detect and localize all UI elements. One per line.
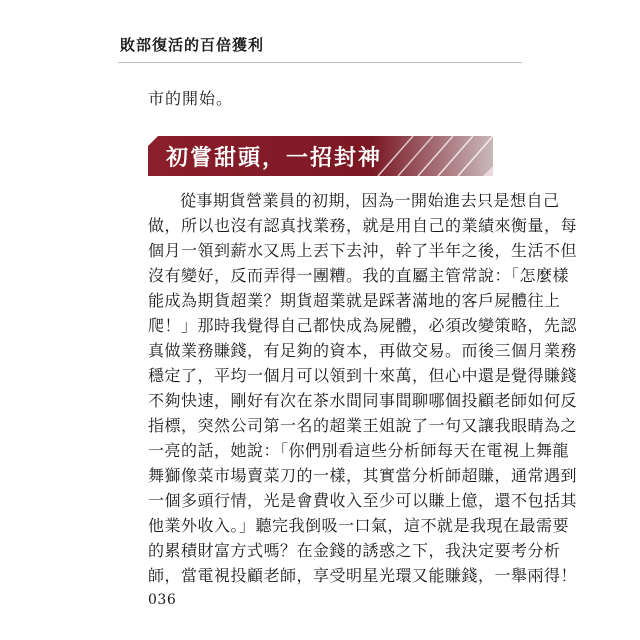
- text-line: 能成為期貨超業？期貨超業就是踩著滿地的客戶屍體往上: [148, 291, 561, 310]
- text-line: 一亮的話，她說：「你們別看這些分析師每天在電視上舞龍: [148, 441, 570, 460]
- text-line: 沒有變好，反而弄得一團糟。我的直屬主管常說：「怎麼樣: [148, 266, 570, 285]
- body-text: [148, 188, 578, 588]
- text-line: 真做業務賺錢，有足夠的資本，再做交易。而後三個月業務: [148, 341, 578, 360]
- header-divider: [118, 62, 522, 63]
- text-line: 師，當電視投顧老師，享受明星光環又能賺錢，一舉兩得！: [148, 566, 578, 585]
- text-line: 一個多頭行情，光是會費收入至少可以賺上億，還不包括其: [148, 491, 578, 510]
- section-banner: [148, 136, 493, 176]
- lead-text: 市的開始。: [148, 89, 234, 108]
- text-line: 不夠快速，剛好有次在茶水間同事間聊哪個投顧老師如何反: [148, 391, 578, 410]
- text-line: 穩定了，平均一個月可以領到十來萬，但心中還是覺得賺錢: [148, 366, 578, 385]
- text-line: 指標，突然公司第一名的超業王姐說了一句又讓我眼睛為之: [148, 416, 578, 435]
- text-line: 從事期貨營業員的初期，因為一開始進去只是想自己: [180, 191, 560, 210]
- page-number: 036: [148, 592, 177, 608]
- text-line: 的累積財富方式嗎？在金錢的誘惑之下，我決定要考分析: [148, 541, 561, 560]
- text-line: 個月一領到薪水又馬上丟下去沖，幹了半年之後，生活不但: [148, 241, 578, 260]
- text-line: 他業外收入。」聽完我倒吸一口氣，這不就是我現在最需要: [148, 516, 570, 535]
- text-line: 舞獅像菜市場賣菜刀的一樣，其實當分析師超賺，通常遇到: [148, 466, 578, 485]
- running-header: 敗部復活的百倍獲利: [120, 36, 265, 54]
- section-title: 初嘗甜頭，一招封神: [166, 146, 383, 171]
- text-line: 爬！」那時我覺得自己都快成為屍體，必須改變策略，先認: [148, 316, 578, 335]
- text-line: 做，所以也沒有認真找業務，就是用自己的業績來衡量，每: [148, 216, 578, 235]
